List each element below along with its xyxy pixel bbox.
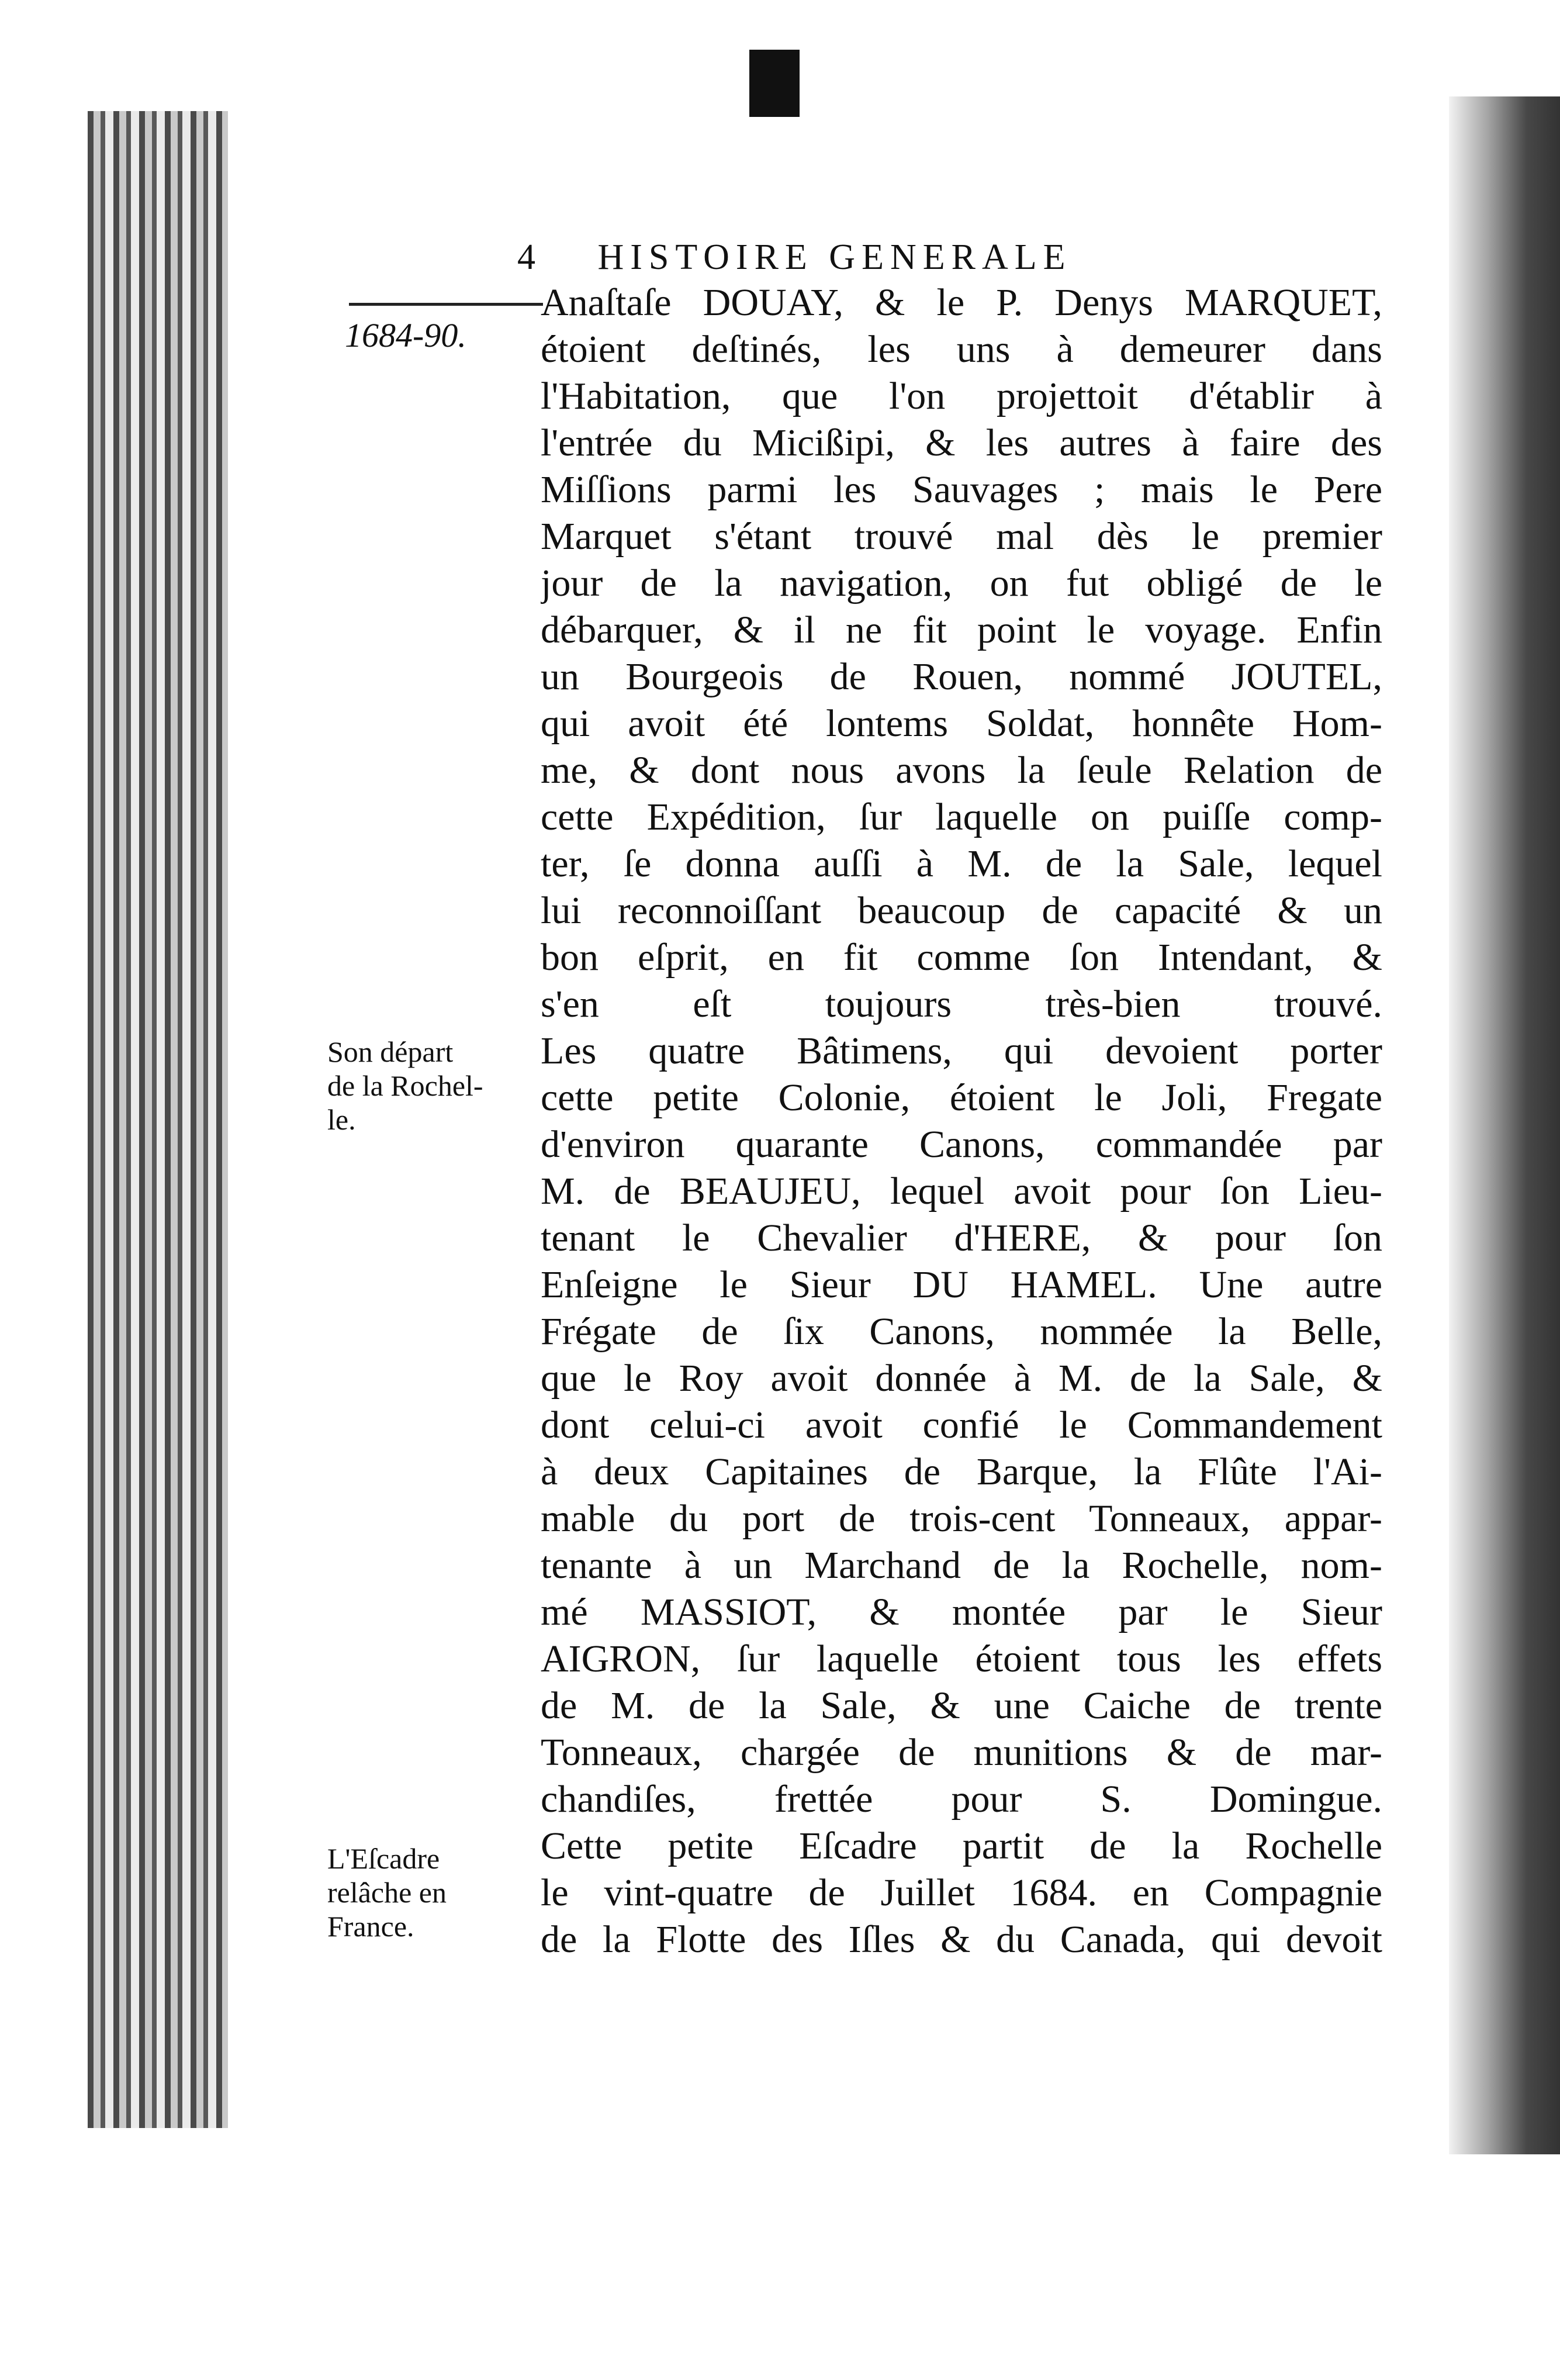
text-line: d'environ quarante Canons, commandée par: [541, 1123, 1382, 1166]
text-line: l'Habitation, que l'on projettoit d'établir à: [541, 375, 1382, 417]
text-line: bon eſprit, en fit comme ſon Intendant, &: [541, 936, 1382, 979]
text-line: jour de la navigation, on fut obligé de le: [541, 562, 1382, 605]
margin-note-line: France.: [327, 1910, 414, 1943]
text-line: ter, ſe donna auſſi à M. de la Sale, lequel: [541, 842, 1382, 885]
binding-mark: [749, 50, 800, 117]
right-page-edge: [1449, 96, 1560, 2154]
text-line: mé MASSIOT, & montée par le Sieur: [541, 1591, 1382, 1633]
text-line: Tonneaux, chargée de munitions & de mar-: [541, 1731, 1382, 1774]
text-line: à deux Capitaines de Barque, la Flûte l'Ai-: [541, 1450, 1382, 1493]
header-title: HISTOIRE GENERALE: [597, 237, 1072, 277]
text-line: que le Roy avoit donnée à M. de la Sale, &: [541, 1357, 1382, 1400]
text-line: débarquer, & il ne fit point le voyage. Enfin: [541, 609, 1382, 651]
text-line: tenant le Chevalier d'HERE, & pour ſon: [541, 1217, 1382, 1259]
text-line: M. de BEAUJEU, lequel avoit pour ſon Lieu-: [541, 1170, 1382, 1213]
margin-note-depart: [327, 1035, 544, 1137]
header-rule: [349, 303, 543, 306]
text-line: chandiſes, frettée pour S. Domingue.: [541, 1778, 1382, 1821]
text-line: AIGRON, ſur laquelle étoient tous les effets: [541, 1638, 1382, 1680]
text-line: Frégate de ſix Canons, nommée la Belle,: [541, 1310, 1382, 1353]
text-line: mable du port de trois-cent Tonneaux, appar-: [541, 1497, 1382, 1540]
margin-date: 1684-90.: [345, 316, 466, 354]
text-line: le vint-quatre de Juillet 1684. en Compagnie: [541, 1871, 1382, 1914]
text-line: de M. de la Sale, & une Caiche de trente: [541, 1684, 1382, 1727]
text-line: me, & dont nous avons la ſeule Relation de: [541, 749, 1382, 792]
text-line: Enſeigne le Sieur DU HAMEL. Une autre: [541, 1263, 1382, 1306]
margin-note-line: relâche en: [327, 1876, 447, 1909]
text-line: cette Expédition, ſur laquelle on puiſſe comp-: [541, 796, 1382, 838]
text-line: qui avoit été lontems Soldat, honnête Hom-: [541, 702, 1382, 745]
text-line: cette petite Colonie, étoient le Joli, Fregate: [541, 1076, 1382, 1119]
margin-note-escadre: [327, 1842, 544, 1943]
text-line: l'entrée du Micißipi, & les autres à faire des: [541, 422, 1382, 464]
margin-note-line: le.: [327, 1103, 356, 1136]
text-line: étoient deſtinés, les uns à demeurer dans: [541, 328, 1382, 371]
running-header: [517, 237, 1394, 278]
margin-note-line: Son départ: [327, 1035, 454, 1068]
margin-note-line: de la Rochel-: [327, 1069, 483, 1102]
text-line: Anaſtaſe DOUAY, & le P. Denys MARQUET,: [541, 281, 1382, 324]
margin-note-line: L'Eſcadre: [327, 1842, 440, 1875]
text-line: lui reconnoiſſant beaucoup de capacité & un: [541, 889, 1382, 932]
text-line: Marquet s'étant trouvé mal dès le premier: [541, 515, 1382, 558]
text-line: tenante à un Marchand de la Rochelle, nom-: [541, 1544, 1382, 1587]
text-line: s'en eſt toujours très-bien trouvé.: [541, 983, 1382, 1025]
left-page-edge: [88, 111, 228, 2128]
text-line: un Bourgeois de Rouen, nommé JOUTEL,: [541, 655, 1382, 698]
page-number: 4: [517, 237, 535, 277]
main-text: [541, 279, 1382, 1963]
text-line: dont celui-ci avoit confié le Commandement: [541, 1404, 1382, 1446]
text-line: de la Flotte des Iſles & du Canada, qui devoit: [541, 1918, 1382, 1961]
text-line: Les quatre Bâtimens, qui devoient porter: [541, 1030, 1382, 1072]
text-line: Miſſions parmi les Sauvages ; mais le Pere: [541, 468, 1382, 511]
text-line: Cette petite Eſcadre partit de la Rochelle: [541, 1825, 1382, 1867]
